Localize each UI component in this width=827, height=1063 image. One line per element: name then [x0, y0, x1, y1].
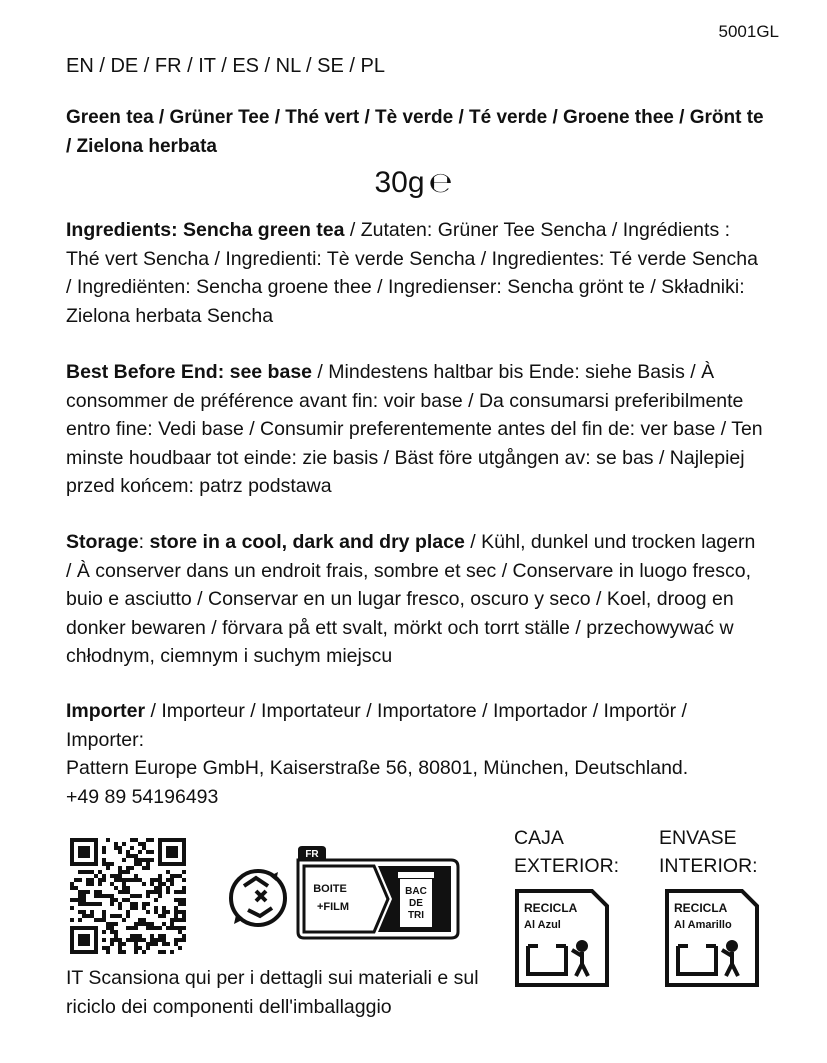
product-code: 5001GL [718, 22, 779, 41]
importer-text: / Importeur / Importateur / Importatore / Importador / Importör / Importer: [66, 700, 687, 751]
best-before-text: / Mindestens haltbar bis Ende: siehe Basis / À consommer de préférence avant fin: voir base / Da consumarsi preferibilmente entro fine: Vedi base / Consumir preferentemente antes del fin de: ver base / Ten minste houdbaar tot einde: zie basis / Bäst före utgången av: se bas / Najlepiej przed końcem: patrz podstawa [66, 361, 763, 497]
estimated-sign: ℮ [428, 166, 453, 199]
outer-box-label [514, 824, 619, 880]
importer-address: Pattern Europe GmbH, Kaiserstraße 56, 80801, München, Deutschland. [66, 757, 689, 779]
net-weight [0, 166, 827, 200]
ingredients-label: Ingredients: Sencha green tea [66, 219, 345, 241]
product-name: Green tea / Grüner Tee / Thé vert / Tè verde / Té verde / Groene thee / Grönt te / Zielona herbata [66, 107, 764, 157]
recycle-yellow-badge [664, 888, 760, 988]
storage-colon: : [138, 531, 150, 553]
info-tri-item-2: +FILM [316, 901, 350, 913]
storage-instruction: store in a cool, dark and dry place [149, 531, 465, 553]
recycle-yellow-sub: Al Amarillo [674, 919, 732, 931]
ingredients-text: / Zutaten: Grüner Tee Sencha / Ingrédients : Thé vert Sencha / Ingredienti: Tè verde Sencha / Ingredientes: Té verde Sencha / Ingrediënten: Sencha groene thee / Ingredienser: Sencha grönt te / Składniki: Zielona herbata Sencha [66, 219, 758, 327]
best-before-section [66, 358, 766, 501]
ingredients-section [66, 216, 766, 330]
best-before-label: Best Before End: see base [66, 361, 313, 383]
scan-instructions: IT Scansiona qui per i dettagli sui materiali e sul riciclo dei componenti dell'imballaggio [66, 967, 479, 1018]
inner-pack-label [659, 824, 758, 880]
importer-phone: +49 89 54196493 [66, 785, 219, 808]
outer-box-label-line-1: CAJA [514, 827, 564, 849]
recycle-blue-badge [514, 888, 610, 988]
recycle-blue-sub: Al Azul [524, 919, 561, 931]
importer-section [66, 697, 766, 811]
storage-text: / Kühl, dunkel und trocken lagern / À conserver dans un endroit frais, sombre et sec / Conservare in luogo fresco, buio e asciutto / Conservar en un lugar fresco, oscuro y seco / Koel, droog en donker bewaren / förvara på ett svalt, mörkt och torrt ställe / przechowywać w chłodnym, ciemnym i suchym miejscu [66, 531, 756, 667]
recycle-blue-title: RECICLA [524, 901, 578, 915]
fr-label: FR [305, 849, 319, 860]
triman-icon [231, 871, 285, 925]
inner-pack-label-line-1: ENVASE [659, 827, 737, 849]
storage-section [66, 528, 766, 671]
triman-sorting-logo [226, 846, 464, 946]
importer-label: Importer [66, 700, 146, 722]
recycle-yellow-title: RECICLA [674, 901, 728, 915]
bin-line-2: DE [409, 898, 423, 909]
info-tri-item-1: BOITE [313, 883, 347, 895]
qr-code[interactable] [70, 838, 186, 954]
language-list: EN / DE / FR / IT / ES / NL / SE / PL [66, 55, 385, 77]
inner-pack-label-line-2: INTERIOR: [659, 855, 758, 877]
outer-box-label-line-2: EXTERIOR: [514, 855, 620, 877]
bin-line-3: TRI [407, 910, 425, 921]
weight-value: 30g [374, 166, 425, 199]
storage-label: Storage [66, 531, 139, 553]
bin-line-1: BAC [405, 886, 427, 897]
info-tri-arrow [304, 866, 388, 932]
